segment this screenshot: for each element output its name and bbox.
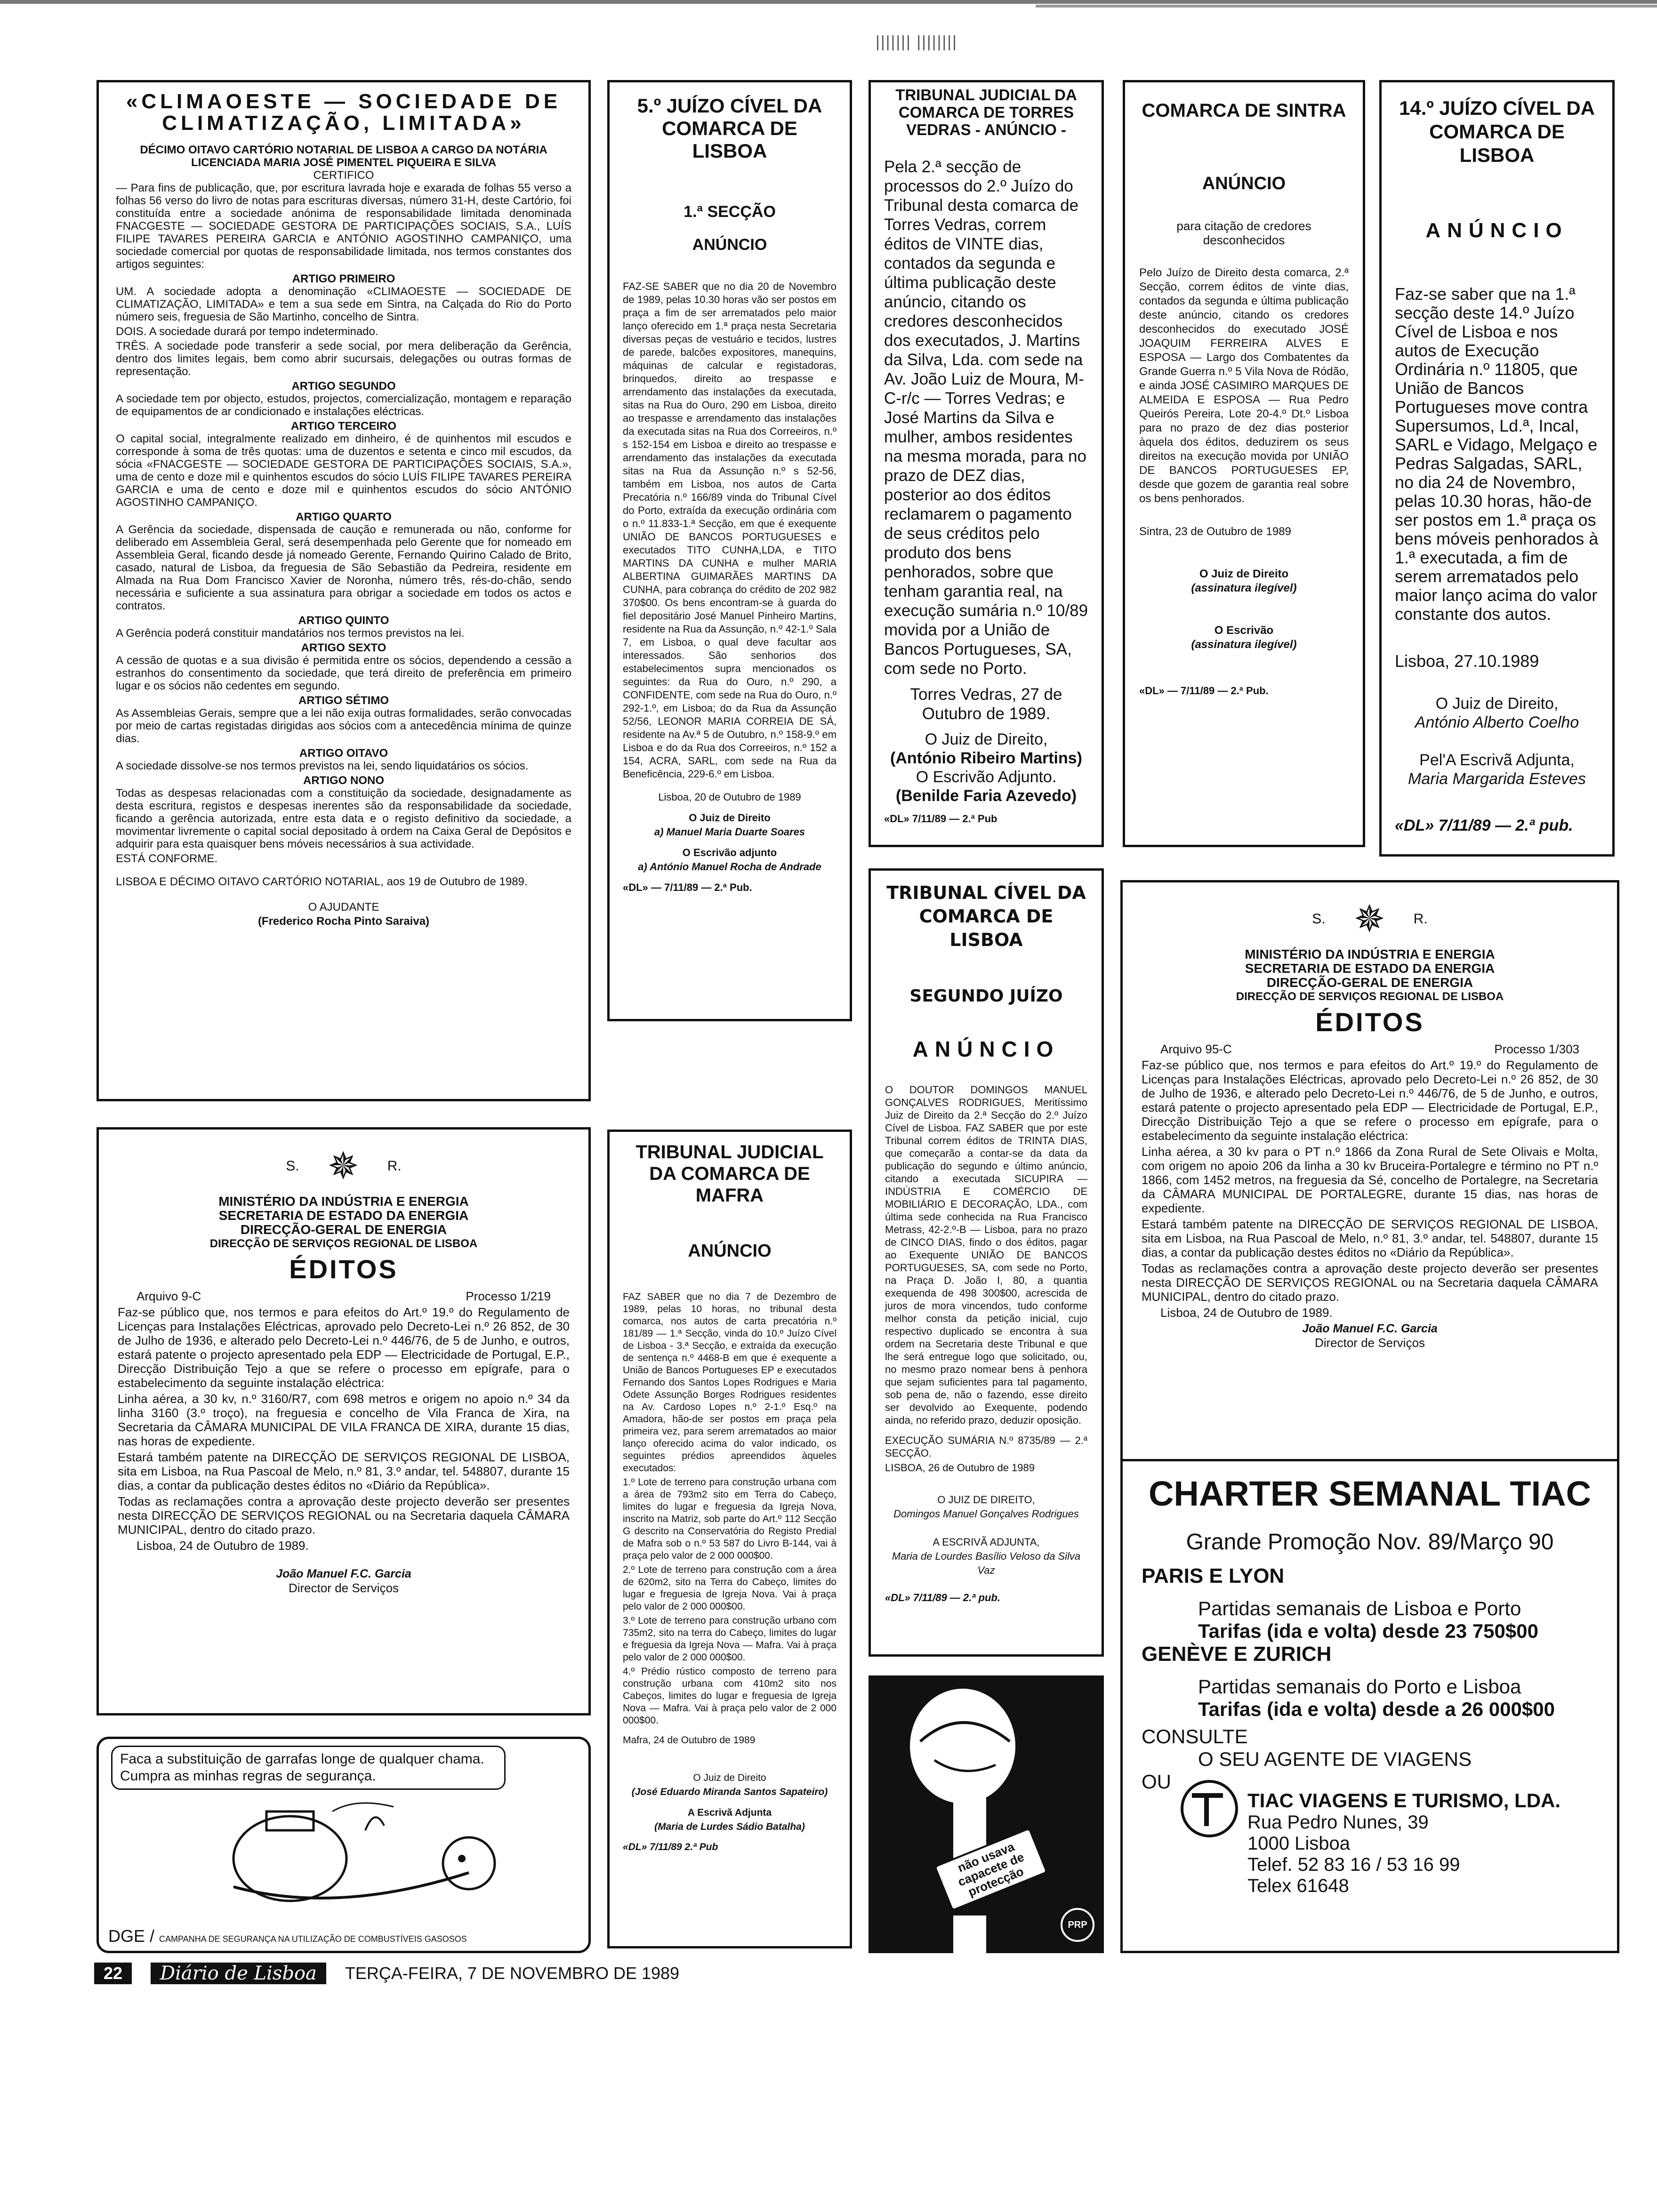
tiac-logo-icon — [1181, 1780, 1238, 1837]
notice-5-juizo-civel — [607, 80, 852, 1021]
paragraph: A sociedade tem por objecto, estudos, projectos, comercialização, montagem e reparação de equipamentos de ar condicionado e instalações eléctricas. — [116, 393, 571, 418]
telex-number: Telex 61648 — [1247, 1875, 1349, 1896]
ministry-name: DIRECÇÃO DE SERVIÇOS REGIONAL DE LISBOA — [1236, 990, 1504, 1003]
article-heading: ARTIGO QUINTO — [298, 614, 389, 627]
page-number: 22 — [94, 1963, 132, 1984]
destination-name: GENÈVE E ZURICH — [1142, 1643, 1332, 1666]
signature-role: O Juiz de Direito — [689, 812, 771, 824]
notice-date: Mafra, 24 de Outubro de 1989 — [623, 1735, 756, 1746]
publication-ref: «DL» 7/11/89 — 2.ª pub. — [1395, 817, 1573, 834]
signature-name: João Manuel F.C. Garcia — [276, 1567, 411, 1580]
ad-line: Partidas semanais do Porto e Lisboa — [1198, 1675, 1521, 1698]
notice-anuncio: ANÚNCIO — [688, 1241, 772, 1261]
paragraph: Faz-se público que, nos termos e para efeitos do Art.º 19.º do Regulamento de Licenças para Instalações Eléctricas, aprovado pelo Decreto-Lei n.º 26 852, de 30 de Julho de 1936, e alterado pelo Decreto-Lei n.º 446/76, de 5 de Junho, e outros, estará patente o projecto apresentado pela EDP — Electricidade de Portugal, E.P., Direcção Distribuição Tejo a que se refere o processo em epígrafe, para o estabelecimento da seguinte instalação eléctrica: — [1142, 1058, 1598, 1143]
notice-date: Lisboa, 24 de Outubro de 1989. — [1160, 1306, 1333, 1320]
paragraph: A Gerência da sociedade, dispensada de caução e remunerada ou não, conforme for deliberado em Assembleia Geral, será desempenhada pelo Gerente que for nomeado em Assembleia Geral, ficando desde já nomeado Gerente, Fernando Quirino Calado de Brito, casado, natural de Lisboa, da freguesia de São Sebastião da Pedreira, residente em Almada na Rua Dom Francisco Xavier de Noronha, número três, rés-do-chão, sendo necessária e suficiente a sua assinatura para obrigar a sociedade em todos os actos e contratos. — [116, 523, 571, 612]
paragraph: 4.º Prédio rústico composto de terreno para construção urbana com 410m2 sito nos Cabeços, limites do lugar e freguesia de Igreja Nova — Mafra. Vai à praça pelo valor de 2 000 000$00. — [623, 1666, 837, 1726]
notice-anuncio: ANÚNCIO — [912, 1037, 1060, 1061]
notice-anuncio: ANÚNCIO — [692, 236, 767, 254]
paragraph: TRÊS. A sociedade pode transferir a sede social, por mera deliberação da Gerência, dentro dos limites legais, bem como abrir sucursais, delegações ou outras formas de representação. — [116, 340, 571, 378]
signature-name: António Alberto Coelho — [1415, 713, 1579, 731]
emblem-letter: R. — [1413, 911, 1428, 927]
signature-role: O Escrivão Adjunto. — [916, 768, 1057, 786]
paragraph: A sociedade dissolve-se nos termos previstos na lei, sendo liquidatários os sócios. — [116, 760, 529, 772]
notice-title: TRIBUNAL CÍVEL DA COMARCA DE LISBOA — [886, 882, 1086, 950]
notice-date: LISBOA, 26 de Outubro de 1989 — [885, 1462, 1035, 1474]
address-line: Rua Pedro Nunes, 39 — [1247, 1812, 1429, 1833]
coat-of-arms-icon: ✵ — [1353, 898, 1385, 940]
issue-date: TERÇA-FEIRA, 7 DE NOVEMBRO DE 1989 — [345, 1964, 680, 1983]
paragraph: As Assembleias Gerais, sempre que a lei não exija outras formalidades, serão convocadas por meio de cartas registadas dirigidas aos sócios com a antecedência mínima de quinze dias. — [116, 707, 571, 745]
paragraph: LISBOA E DÉCIMO OITAVO CARTÓRIO NOTARIAL, aos 19 de Outubro de 1989. — [116, 875, 528, 888]
signature-name: Domingos Manuel Gonçalves Rodrigues — [893, 1508, 1079, 1520]
editos-title: ÉDITOS — [289, 1254, 398, 1284]
paragraph: FAZ SABER que no dia 7 de Dezembro de 1989, pelas 10 horas, no tribunal desta comarca, nos autos de carta precatória n.º 181/89 — 1.ª Secção, vinda do 10.º Juízo Cível de Lisboa - 3.ª Secção, e extraída da execução de sentença n.º 4468-B em que é exequente a União de Bancos Portugueses EP e executados Fernando dos Santos Lopes Rodrigues e Maria Odete Assunção Borges Rodrigues residentes na Av. Cardoso Lopes n.º 2-1.º Esq.º na Amadora, hão-de ser postos em praça pela primeira vez, para serem arrematados ao maior lanço oferecido acima do valor indicado, os seguintes prédios apreendidos àqueles executados: — [623, 1291, 837, 1474]
signature-name: (José Eduardo Miranda Santos Sapateiro) — [631, 1787, 828, 1797]
paragraph: Estará também patente na DIRECÇÃO DE SERVIÇOS REGIONAL DE LISBOA, sita em Lisboa, na Rua Pascoal de Melo, n.º 81, 3.º andar, tel. 548807, durante 15 dias, a contar da publicação destes éditos no «Diário da República». — [1142, 1217, 1598, 1259]
signature-name: a) António Manuel Rocha de Andrade — [638, 861, 821, 873]
destination-name: PARIS E LYON — [1142, 1564, 1285, 1587]
article-heading: ARTIGO PRIMEIRO — [292, 272, 395, 285]
gas-bottle-illustration-icon — [111, 1793, 572, 1920]
ad-line: Partidas semanais de Lisboa e Porto — [1198, 1597, 1521, 1619]
notice-mafra — [607, 1130, 852, 1948]
signature-name: Maria Margarida Esteves — [1408, 770, 1586, 788]
notice-title: «CLIMAOESTE — SOCIEDADE DE CLIMATIZAÇÃO, LIMITADA» — [126, 90, 562, 135]
ad-text: Faca a substituição de garrafas longe de qualquer chama. Cumpra as minhas regras de segurança. — [120, 1751, 484, 1784]
paragraph: 1.º Lote de terreno para construção urbana com a área de 793m2 sito em Terra do Cabeço, limites do lugar e freguesia da Igreja Nova, inscrito na Matriz, sob parte do Art.º 112 Secção G descrito na Conservatória do Registo Predial de Mafra sob o n.º 53 587 do Livro B-144, vai à praça pelo valor de 2 000 000$00. — [623, 1477, 837, 1561]
signature-name: (Maria de Lurdes Sádio Batalha) — [654, 1821, 805, 1832]
signature-role: O Juiz de Direito — [1199, 568, 1289, 580]
paragraph: 2.º Lote de terreno para construção com a área de 620m2, sito na Terra do Cabeço, limites do lugar e freguesia de Igreja Nova. Vai à praça pelo valor de 2 000 000$00. — [623, 1564, 837, 1612]
signature-role: Pel'A Escrivã Adjunta, — [1419, 751, 1575, 769]
paragraph: para citação de credores desconhecidos — [1176, 219, 1311, 247]
paragraph: Todas as reclamações contra a aprovação deste projecto deverão ser presentes nesta DIRECÇÃO DE SERVIÇOS REGIONAL ou na Secretaria daquela CÂMARA MUNICIPAL, dentro do citado prazo. — [118, 1494, 570, 1537]
article-heading: ARTIGO SÉTIMO — [298, 694, 389, 707]
emblem-letter: S. — [1312, 911, 1326, 927]
notice-14-juizo-civel — [1379, 80, 1615, 857]
signature-name: a) Manuel Maria Duarte Soares — [654, 826, 805, 838]
phone-number: Telef. 52 83 16 / 53 16 99 — [1247, 1854, 1460, 1875]
publication-ref: «DL» — 7/11/89 — 2.ª Pub. — [1139, 685, 1269, 697]
ministry-emblem — [118, 1147, 570, 1185]
article-heading: ARTIGO SEXTO — [301, 641, 386, 654]
signature-name: (Benilde Faria Azevedo) — [895, 787, 1077, 805]
signature-role: Director de Serviços — [1314, 1336, 1425, 1350]
sign-text: não usava capacete de protecção — [955, 1839, 1026, 1899]
notice-date: Lisboa, 27.10.1989 — [1395, 651, 1539, 671]
notice-comarca-sintra — [1123, 80, 1365, 847]
paragraph: Faz-se público que, nos termos e para efeitos do Art.º 19.º do Regulamento de Licenças para Instalações Eléctricas, aprovado pelo Decreto-Lei n.º 26 852, de 30 de Julho de 1936, e alterado pelo Decreto-Lei n.º 446/76, de 5 de Junho, e outros, estará patente o projecto apresentado pela EDP — Electricidade de Portugal, E.P., Direcção Distribuição Tejo a que se refere o processo em epígrafe, para o estabelecimento da seguinte instalação eléctrica: — [118, 1305, 570, 1390]
ad-price: Tarifas (ida e volta) desde a 26 000$00 — [1198, 1698, 1555, 1720]
paragraph: DOIS. A sociedade durará por tempo indeterminado. — [116, 325, 378, 338]
article-heading: ARTIGO OITAVO — [299, 747, 388, 760]
signature-name: (assinatura ilegível) — [1191, 638, 1297, 651]
archive-number: Arquivo 9-C — [137, 1289, 201, 1303]
ministry-name: MINISTÉRIO DA INDÚSTRIA E ENERGIA — [218, 1194, 469, 1209]
dge-logo: DGE / — [108, 1926, 155, 1946]
notice-section: 1.ª SECÇÃO — [684, 203, 776, 221]
ad-price: Tarifas (ida e volta) desde 23 750$00 — [1198, 1620, 1538, 1642]
editos-title: ÉDITOS — [1315, 1007, 1424, 1037]
paragraph: Estará também patente na DIRECÇÃO DE SERVIÇOS REGIONAL DE LISBOA, sita em Lisboa, na Rua Pascoal de Melo, n.º 81, 3.º andar, tel. 548807, durante 15 dias, a contar da publicação destes éditos no «Diário da República». — [118, 1450, 570, 1492]
notice-title: COMARCA DE SINTRA — [1142, 100, 1346, 121]
notice-title: 5.º JUÍZO CÍVEL DA COMARCA DE LISBOA — [637, 95, 822, 162]
notice-title: TRIBUNAL JUDICIAL DA COMARCA DE TORRES VEDRAS - ANÚNCIO - — [895, 86, 1077, 138]
article-heading: ARTIGO NONO — [303, 774, 384, 787]
address-line: 1000 Lisboa — [1247, 1833, 1350, 1854]
ministry-name: DIRECÇÃO DE SERVIÇOS REGIONAL DE LISBOA — [209, 1237, 478, 1250]
header-ticks: ||||||| |||||||| — [876, 33, 957, 51]
certifico-heading: CERTIFICO — [313, 169, 374, 182]
ad-tagline: CAMPANHA DE SEGURANÇA NA UTILIZAÇÃO DE COMBUSTÍVEIS GASOSOS — [159, 1934, 467, 1944]
notice-torres-vedras — [869, 80, 1104, 847]
emblem-letter: R. — [387, 1158, 402, 1174]
notice-climaoeste — [97, 80, 591, 1101]
signature-name: (António Ribeiro Martins) — [890, 749, 1082, 767]
masthead-logo: Diário de Lisboa — [151, 1963, 326, 1984]
notice-title: TRIBUNAL JUDICIAL DA COMARCA DE MAFRA — [635, 1142, 824, 1206]
notice-tribunal-civel-lisboa — [869, 868, 1104, 1657]
signature-role: O Escrivão adjunto — [682, 847, 777, 858]
notice-date: Lisboa, 20 de Outubro de 1989 — [658, 791, 801, 803]
ad-dge-safety — [97, 1737, 591, 1953]
ministry-emblem — [1142, 900, 1598, 938]
signature-name: Maria de Lourdes Basílio Veloso da Silva Vaz — [892, 1550, 1081, 1576]
notice-subtitle: SEGUNDO JUÍZO — [909, 986, 1063, 1006]
archive-number: Arquivo 95-C — [1160, 1042, 1232, 1056]
publication-ref: «DL» 7/11/89 — 2.ª Pub — [884, 813, 997, 825]
paragraph: FAZ-SE SABER que no dia 20 de Novembro de 1989, pelas 10.30 horas vão ser postos em praça a fim de ser arrematados pelo maior lanço oferecido em 1.ª praça nesta Secretaria diversas peças de vestuário e tecidos, lustres de parede, balcões expositores, manequins, máquinas de calcular e registadoras, brinquedos, direito ao trespasse e arrendamento das instalações da executada, sitas na Rua do Ouro, 290 em Lisboa, direito ao trespasse e arrendamento das instalações da executada sitas na Rua dos Correeiros, n.º s 152-154 em Lisboa e direito ao trespasse e arrendamento das instalações da executada sitas na Rua da Assunção n.º s 52-56, também em Lisboa, nos autos de Carta Precatória n.º 166/89 vinda do Tribunal Cível do Porto, extraída da execução ordinária com o n.º 11.833-1.ª Secção, em que é exequente UNIÃO DE BANCOS PORTUGUESES e executados TITO CUNHA,LDA, e TITO MARTINS DA CUNHA e mulher MARIA ALBERTINA GUIMARÃES MARTINS DA CUNHA, para cobrança do crédito de 202 982 370$00. Os bens encontram-se à guarda do fiel depositário José Manuel Pinheiro Martins, residente na Rua da Assunção, n.º 42-1.º Sala 7, em Lisboa, o qual deve facultar aos interessados. São senhorios dos estabelecimentos supra mencionados os seguintes: da Rua do Ouro, n.º 290, a CONFIDENTE, com sede na Rua do Ouro, n.º 292-1.º, em Lisboa; do da Rua da Assunção 52/56, LEONOR MARIA CORREIA DE SÁ, residente na Av.ª 5 de Outubro, n.º 158-9.º em Lisboa e do da Rua dos Correeiros, n.º 152 a 154, ACRA, SARL, com sede na Rua da Beneficência, 229-6.º em Lisboa. — [623, 281, 837, 780]
article-heading: ARTIGO SEGUNDO — [291, 380, 396, 393]
paragraph: — Para fins de publicação, que, por escritura lavrada hoje e exarada de folhas 55 verso a folhas 56 verso do livro de notas para escrituras diversas, número 31-H, deste Cartório, foi constituída entre a sociedade anónima de responsabilidade limitada denominada FNACGESTE — SOCIEDADE GESTORA DE PARTICIPAÇÕES SOCIAIS, S.A., LUÍS FILIPE TAVARES PEREIRA GARCIA e ANTÓNIO AGOSTINHO CAMPANIÇO, uma sociedade comercial por quotas de responsabilidade limitada, nos termos constantes dos artigos seguintes: — [116, 182, 571, 271]
process-number: Processo 1/219 — [466, 1289, 551, 1303]
paragraph: A cessão de quotas e a sua divisão é permitida entre os sócios, dependendo a cessão a estranhos do consentimento da sociedade, que terá direito de preferência em primeiro lugar e os sócios não cedentes em segundo. — [116, 654, 571, 692]
ad-line: CONSULTE — [1142, 1725, 1248, 1747]
notice-date: Torres Vedras, 27 de Outubro de 1989. — [910, 685, 1062, 723]
paragraph: Linha aérea, a 30 kv para o PT n.º 1866 da Zona Rural de Sete Olivais e Molta, com origem no apoio 206 da linha a 30 kv Bruceira-Portalegre e término no PT n.º 1866, com 1452 metros, na freguesia da Sé, concelho de Portalegre, na Secretaria da CÂMARA MUNICIPAL DE PORTALEGRE, durante 15 dias, nas horas de expediente. — [1142, 1145, 1598, 1215]
signature-role: O Escrivão — [1214, 624, 1274, 637]
article-heading: ARTIGO QUARTO — [296, 511, 392, 523]
notice-date: Lisboa, 24 de Outubro de 1989. — [137, 1539, 309, 1553]
notice-date: Sintra, 23 de Outubro de 1989 — [1139, 525, 1291, 538]
paragraph: O DOUTOR DOMINGOS MANUEL GONÇALVES RODRIGUES, Meritíssimo Juiz de Direito da 2.ª Secção do 2.º Juízo Cível de Lisboa. FAZ SABER que por este Tribunal correm éditos de TRINTA DIAS, que começarão a contar-se da data da publicação do segundo e último anúncio, citando a executada SICUPIRA — INDÚSTRIA E COMÉRCIO DE MOBILIÁRIO E DECORAÇÃO, LDA., com última sede conhecida na Rua Francisco Metrass, 42-2.º-B — Lisboa, para no prazo de CINCO DIAS, findo o dos éditos, pagar ao Exequente UNIÃO DE BANCOS PORTUGUESES, SA, com sede no Porto, na Praça D. João I, 80, a quantia exequenda de 498 300$00, acrescida de juros de mora vincendos, tudo conforme melhor consta da petição inicial, cujo respectivo duplicado se encontra à sua ordem na Secretaria deste Tribunal e que lhe será entregue logo que solicitado, ou, no mesmo prazo nomear bens à penhora que sejam suficientes para tal pagamento, sob pena de, não o fazendo, esse direito ser devolvido ao Exequente, podendo ainda, no referido prazo, deduzir oposição. — [885, 1084, 1087, 1426]
paragraph: Todas as despesas relacionadas com a constituição da sociedade, designadamente as desta escritura, registos e despesas inerentes são da responsabilidade da sociedade, ficando a gerência autorizada, entre esta data e o registo definitivo da sociedade, a movimentar livremente o capital social depositado à ordem na Caixa Geral de Depósitos e adquirir para esta quaisquer bens móveis necessários à sua actividade. — [116, 787, 571, 850]
notice-anuncio: ANÚNCIO — [1202, 174, 1286, 193]
paragraph: Todas as reclamações contra a aprovação deste projecto deverão ser presentes nesta DIRECÇÃO DE SERVIÇOS REGIONAL ou na Secretaria daquela CÂMARA MUNICIPAL, dentro do citado prazo. — [1142, 1261, 1598, 1304]
paragraph: O capital social, integralmente realizado em dinheiro, é de quinhentos mil escudos e corresponde à soma de três quotas: uma de duzentos e setenta e cinco mil escudos, da sócia «FNACGESTE — SOCIEDADE GESTORA DE PARTICIPAÇÕES SOCIAIS, S.A.», uma de cento e doze mil e quinhentos escudos do sócio LUÍS FILIPE TAVARES PEREIRA GARCIA e uma de cento e doze mil e quinhentos escudos do sócio ANTÓNIO AGOSTINHO CAMPANIÇO. — [116, 433, 571, 509]
notice-anuncio: ANÚNCIO — [1425, 219, 1569, 242]
ad-line: O SEU AGENTE DE VIAGENS — [1198, 1748, 1472, 1770]
signature-role: Director de Serviços — [288, 1581, 399, 1595]
signature-name: João Manuel F.C. Garcia — [1302, 1322, 1438, 1335]
signature-role: O Juiz de Direito, — [925, 730, 1048, 748]
notice-title: 14.º JUÍZO CÍVEL DA COMARCA DE LISBOA — [1399, 97, 1595, 166]
paragraph: Faz-se saber que na 1.ª secção deste 14.º Juízo Cível de Lisboa e nos autos de Execução Ordinária n.º 11805, que União de Bancos Portugueses move contra Supersumos, Ld.ª, Incal, SARL e Vidago, Melgaço e Pedras Salgadas, SARL, no dia 24 de Novembro, pelas 10.30 horas, hão-de ser postos em 1.ª praça os bens móveis penhorados à 1.ª executada, a fim de serem arrematados pelo maior lanço acima do valor constante dos autos. — [1395, 284, 1599, 624]
signature-role: A ESCRIVÃ ADJUNTA, — [933, 1536, 1040, 1548]
signature-name: (assinatura ilegível) — [1191, 582, 1297, 594]
coat-of-arms-icon: ✵ — [327, 1145, 359, 1187]
paragraph: 3.º Lote de terreno para construção urbano com 735m2, sito na terra do Cabeço, limites do lugar e freguesia da Igreja Nova — Mafra. Vai à praça pelo valor de 2 000 000$00. — [623, 1615, 837, 1663]
notice-editos-1-303 — [1120, 880, 1619, 1501]
publication-ref: «DL» 7/11/89 — 2.ª pub. — [885, 1592, 1000, 1603]
paragraph: Pela 2.ª secção de processos do 2.º Juízo do Tribunal desta comarca de Torres Vedras, correm éditos de VINTE dias, contados da segunda e última publicação deste anúncio, citando os credores desconhecidos dos executados, J. Martins da Silva, Lda. com sede na Av. João Luiz de Moura, M-C-r/c — Torres Vedras; e José Martins da Silva e mulher, ambos residentes na mesma morada, para no prazo de DEZ dias, posterior ao dos éditos reclamarem o pagamento de seus créditos pelo produto dos bens penhorados, sobre que tenham garantia real, na execução sumária n.º 10/89 movida por a União de Bancos Portugueses, SA, com sede no Porto. — [884, 158, 1088, 678]
signature-role: O JUIZ DE DIREITO, — [937, 1494, 1035, 1506]
paragraph: UM. A sociedade adopta a denominação «CLIMAOESTE — SOCIEDADE DE CLIMATIZAÇÃO, LIMITADA» e tem a sua sede em Sintra, na Calçada do Rio do Porto número seis, freguesia de São Martinho, concelho de Sintra. — [116, 285, 571, 323]
prp-logo-text: PRP — [1068, 1919, 1087, 1930]
ad-prp-helmet — [869, 1675, 1104, 1953]
top-rule — [0, 0, 1657, 4]
ad-line: OU — [1142, 1771, 1171, 1793]
signature-role: O AJUDANTE — [308, 901, 379, 914]
speech-bubble — [111, 1746, 506, 1790]
paragraph: A Gerência poderá constituir mandatários nos termos previstos na lei. — [116, 627, 465, 640]
ad-title: CHARTER SEMANAL TIAC — [1148, 1474, 1592, 1513]
article-heading: ARTIGO TERCEIRO — [290, 420, 396, 433]
publication-ref: «DL» — 7/11/89 — 2.ª Pub. — [623, 882, 752, 893]
ministry-name: SECRETARIA DE ESTADO DA ENERGIA — [218, 1208, 469, 1223]
signature-name: (Frederico Rocha Pinto Saraiva) — [257, 915, 430, 928]
notice-subtitle: DÉCIMO OITAVO CARTÓRIO NOTARIAL DE LISBOA A CARGO DA NOTÁRIA LICENCIADA MARIA JOSÉ PIMENTEL PIQUEIRA E SILVA — [140, 144, 547, 169]
signature-role: A Escrivã Adjunta — [687, 1807, 772, 1818]
prp-logo — [1061, 1908, 1094, 1942]
paragraph: Linha aérea, a 30 kv, n.º 3160/R7, com 698 metros e origem no apoio n.º 34 da linha 3160 (3.º troço), na freguesia e concelho de Vila Franca de Xira, na Secretaria da CÂMARA MUNICIPAL DE VILA FRANCA DE XIRA, durante 15 dias, nas horas de expediente. — [118, 1392, 570, 1448]
ad-charter-tiac — [1120, 1459, 1619, 1953]
publication-ref: «DL» 7/11/89 2.ª Pub — [623, 1842, 718, 1852]
emblem-letter: S. — [286, 1158, 299, 1174]
ministry-name: SECRETARIA DE ESTADO DA ENERGIA — [1245, 961, 1495, 976]
signature-role: O Juiz de Direito, — [1435, 695, 1559, 713]
company-name: TIAC VIAGENS E TURISMO, LDA. — [1247, 1789, 1561, 1811]
page-footer — [94, 1963, 941, 1984]
process-number: Processo 1/303 — [1494, 1042, 1579, 1056]
ad-promo: Grande Promoção Nov. 89/Março 90 — [1186, 1530, 1554, 1555]
paragraph: Pelo Juízo de Direito desta comarca, 2.ª Secção, correm éditos de vinte dias, contados da segunda e última publicação deste anúncio, citando os credores desconhecidos do executado JOSÉ JOAQUIM FERREIRA ALVES E ESPOSA — Largo dos Combatentes da Grande Guerra n.º 5 Vila Nova de Ródão, e ainda JOSÉ CASIMIRO MARQUES DE ALMEIDA E ESPOSA — Rua Pedro Queirós Pereira, Lote 20-4.º Dt.º Lisboa para no prazo de dez dias posterior àquela dos éditos, deduzirem os seus direitos na execução movida por UNIÃO DE BANCOS PORTUGUESES EP, desde que gozem de garantia real sobre os bens penhorados. — [1139, 266, 1349, 505]
ministry-name: DIRECÇÃO-GERAL DE ENERGIA — [1266, 975, 1473, 990]
notice-editos-1-219 — [97, 1127, 591, 1715]
paragraph: ESTÁ CONFORME. — [116, 852, 218, 865]
paragraph: EXECUÇÃO SUMÁRIA N.º 8735/89 — 2.ª SECÇÃO. — [885, 1435, 1087, 1459]
ministry-name: MINISTÉRIO DA INDÚSTRIA E ENERGIA — [1245, 947, 1495, 962]
signature-role: O Juiz de Direito — [693, 1772, 766, 1783]
ministry-name: DIRECÇÃO-GERAL DE ENERGIA — [240, 1222, 447, 1237]
top-rule-right — [1036, 5, 1657, 8]
